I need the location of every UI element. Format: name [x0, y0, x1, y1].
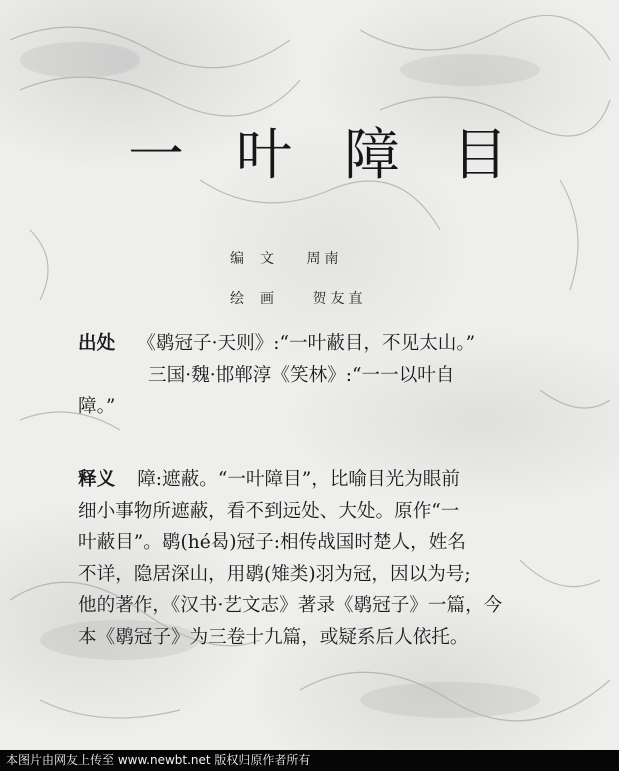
page-title [128, 123, 508, 188]
meaning-line: 他的著作，《汉书·艺文志》著录《鹖冠子》一篇，今 [78, 595, 503, 616]
artist-credit [230, 288, 366, 308]
writer-label: 编文 [230, 251, 290, 267]
artist-name: 贺友直 [312, 291, 367, 307]
meaning-line: 细小事物所遮蔽，看不到远处、大处。原作“一 [78, 500, 460, 522]
source-line: 三国·魏·邯郸淳《笑林》:“一一以叶自 [148, 364, 455, 386]
source-line: 障。” [78, 396, 116, 417]
meaning-line: 不详，隐居深山，用鹖(雉类)羽为冠，因以为号; [78, 563, 471, 585]
title-char: 障 [344, 123, 400, 188]
meaning-line: 本《鹖冠子》为三卷十九篇，或疑系后人依托。 [78, 626, 469, 648]
writer-credit [230, 248, 342, 268]
meaning-section [78, 464, 558, 653]
writer-name: 周南 [306, 251, 343, 267]
source-text: 《鹖冠子·天则》:“一叶蔽目，不见太山。” [137, 333, 476, 354]
artist-label: 绘画 [230, 291, 290, 307]
footer-watermark: 本图片由网友上传至 www.newbt.net 版权归原作者所有 [0, 750, 619, 771]
title-char: 一 [128, 123, 184, 188]
source-section [78, 328, 558, 423]
meaning-line [78, 464, 558, 496]
meaning-line: 叶蔽目”。鹖(hé曷)冠子:相传战国时楚人，姓名 [78, 532, 466, 553]
meaning-text: 障:遮蔽。“一叶障目”，比喻目光为眼前 [137, 469, 460, 490]
title-char: 目 [452, 123, 508, 188]
meaning-heading: 释义 [78, 469, 116, 490]
title-char: 叶 [236, 123, 292, 188]
source-heading: 出处 [78, 333, 116, 354]
source-line [78, 328, 558, 360]
